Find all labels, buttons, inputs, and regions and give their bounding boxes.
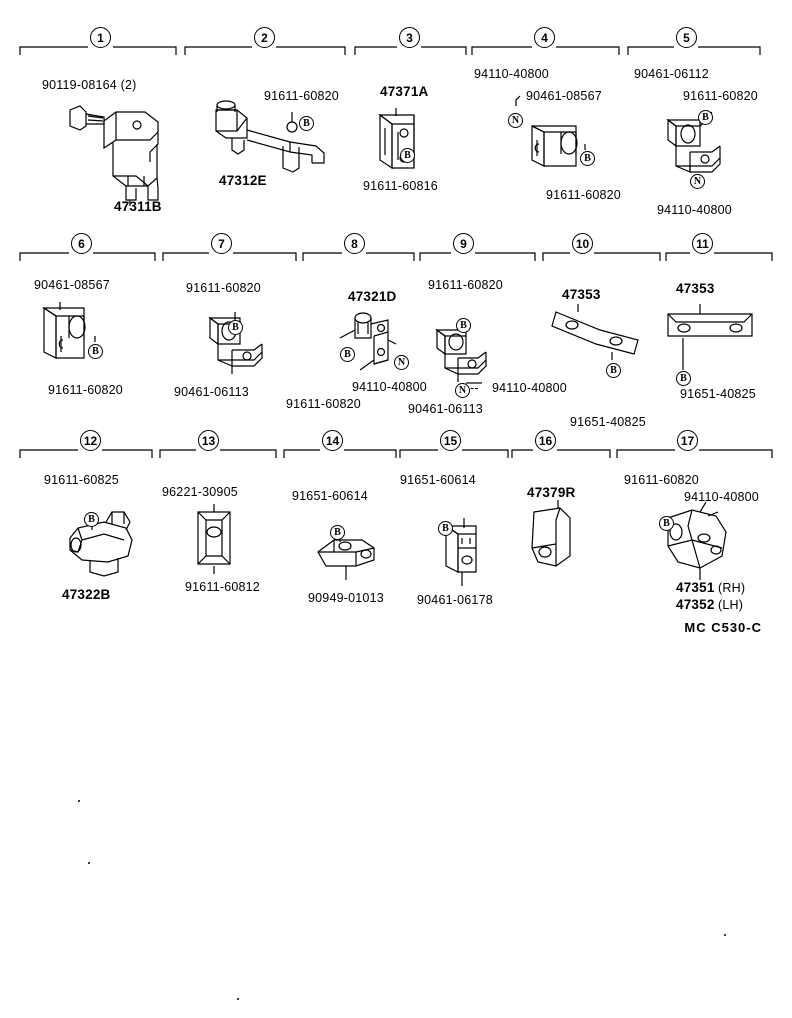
part-label-90461-08567-g4: 90461-08567: [526, 89, 602, 103]
callout-13[interactable]: 13: [198, 430, 219, 451]
part-label-91611-60820-g9: 91611-60820: [428, 278, 503, 292]
callout-17[interactable]: 17: [677, 430, 698, 451]
nut-badge-n: N: [394, 355, 409, 370]
part-label-47352-side: (LH): [718, 598, 744, 612]
bolt-badge-b: B: [659, 516, 674, 531]
bolt-badge-b: B: [228, 320, 243, 335]
nut-badge-n: N: [690, 174, 705, 189]
bolt-badge-b: B: [698, 110, 713, 125]
part-label-91651-60614-g15: 91651-60614: [400, 473, 476, 487]
callout-15[interactable]: 15: [440, 430, 461, 451]
part-label-94110-40800-g4: 94110-40800: [474, 67, 549, 81]
bolt-badge-b: B: [606, 363, 621, 378]
nut-badge-n: N: [508, 113, 523, 128]
part-label-90461-08567-g6: 90461-08567: [34, 278, 110, 292]
bolt-badge-b: B: [299, 116, 314, 131]
part-label-47379R: 47379R: [527, 485, 576, 500]
part-label-94110-40800-g17: 94110-40800: [684, 490, 759, 504]
callout-2[interactable]: 2: [254, 27, 275, 48]
part-label-47351: 47351: [676, 580, 715, 595]
part-label-47322B: 47322B: [62, 587, 111, 602]
bolt-badge-b: B: [676, 371, 691, 386]
part-label-94110-40800-g8: 94110-40800: [352, 380, 427, 394]
part-label-47352: 47352: [676, 597, 715, 612]
callout-16[interactable]: 16: [535, 430, 556, 451]
callout-11[interactable]: 11: [692, 233, 713, 254]
scan-speckle: [88, 862, 90, 864]
nut-badge-n: N: [455, 383, 470, 398]
part-label-91611-60816: 91611-60816: [363, 179, 438, 193]
part-label-91611-60820-g2: 91611-60820: [264, 89, 339, 103]
part-label-91611-60820-g17: 91611-60820: [624, 473, 699, 487]
part-label-91611-60820-g6: 91611-60820: [48, 383, 123, 397]
part-label-94110-40800-g5: 94110-40800: [657, 203, 732, 217]
part-label-47351-side: (RH): [718, 581, 746, 595]
callout-10[interactable]: 10: [572, 233, 593, 254]
dash-connector: --: [470, 381, 479, 395]
part-label-94110-40800-g9: 94110-40800: [492, 381, 567, 395]
callout-9[interactable]: 9: [453, 233, 474, 254]
callout-14[interactable]: 14: [322, 430, 343, 451]
bolt-badge-b: B: [580, 151, 595, 166]
part-label-90119-08164: 90119-08164 (2): [42, 78, 137, 92]
part-label-47353-g10: 47353: [562, 287, 601, 302]
part-label-91611-60820-g5: 91611-60820: [683, 89, 758, 103]
callout-4[interactable]: 4: [534, 27, 555, 48]
part-label-91651-40825-g10: 91651-40825: [570, 415, 646, 429]
bolt-badge-b: B: [456, 318, 471, 333]
part-label-47311B: 47311B: [114, 199, 162, 214]
bolt-badge-b: B: [330, 525, 345, 540]
callout-5[interactable]: 5: [676, 27, 697, 48]
part-label-90461-06178: 90461-06178: [417, 593, 493, 607]
part-label-91611-60820-g4: 91611-60820: [546, 188, 621, 202]
bolt-badge-b: B: [438, 521, 453, 536]
callout-1[interactable]: 1: [90, 27, 111, 48]
part-label-91611-60820-g8: 91611-60820: [286, 397, 361, 411]
scan-speckle: [724, 934, 726, 936]
part-label-90461-06112: 90461-06112: [634, 67, 709, 81]
sheet-code: MC C530-C: [684, 620, 762, 635]
scan-speckle: [237, 998, 239, 1000]
callout-6[interactable]: 6: [71, 233, 92, 254]
callout-12[interactable]: 12: [80, 430, 101, 451]
part-label-91611-60825: 91611-60825: [44, 473, 119, 487]
part-label-90949-01013: 90949-01013: [308, 591, 384, 605]
bolt-badge-b: B: [400, 148, 415, 163]
callout-7[interactable]: 7: [211, 233, 232, 254]
part-label-91651-40825-g11: 91651-40825: [680, 387, 756, 401]
callout-3[interactable]: 3: [399, 27, 420, 48]
part-label-91651-60614-g14: 91651-60614: [292, 489, 368, 503]
part-label-90461-06113-g9: 90461-06113: [408, 402, 483, 416]
part-label-90461-06113-g7: 90461-06113: [174, 385, 249, 399]
callout-8[interactable]: 8: [344, 233, 365, 254]
part-label-47312E: 47312E: [219, 173, 267, 188]
part-label-47353-g11: 47353: [676, 281, 715, 296]
scan-speckle: [78, 800, 80, 802]
part-label-91611-60820-g7: 91611-60820: [186, 281, 261, 295]
part-label-91611-60812: 91611-60812: [185, 580, 260, 594]
part-label-47371A: 47371A: [380, 84, 429, 99]
part-label-96221-30905: 96221-30905: [162, 485, 238, 499]
bolt-badge-b: B: [84, 512, 99, 527]
bolt-badge-b: B: [340, 347, 355, 362]
part-label-47321D: 47321D: [348, 289, 397, 304]
bolt-badge-b: B: [88, 344, 103, 359]
